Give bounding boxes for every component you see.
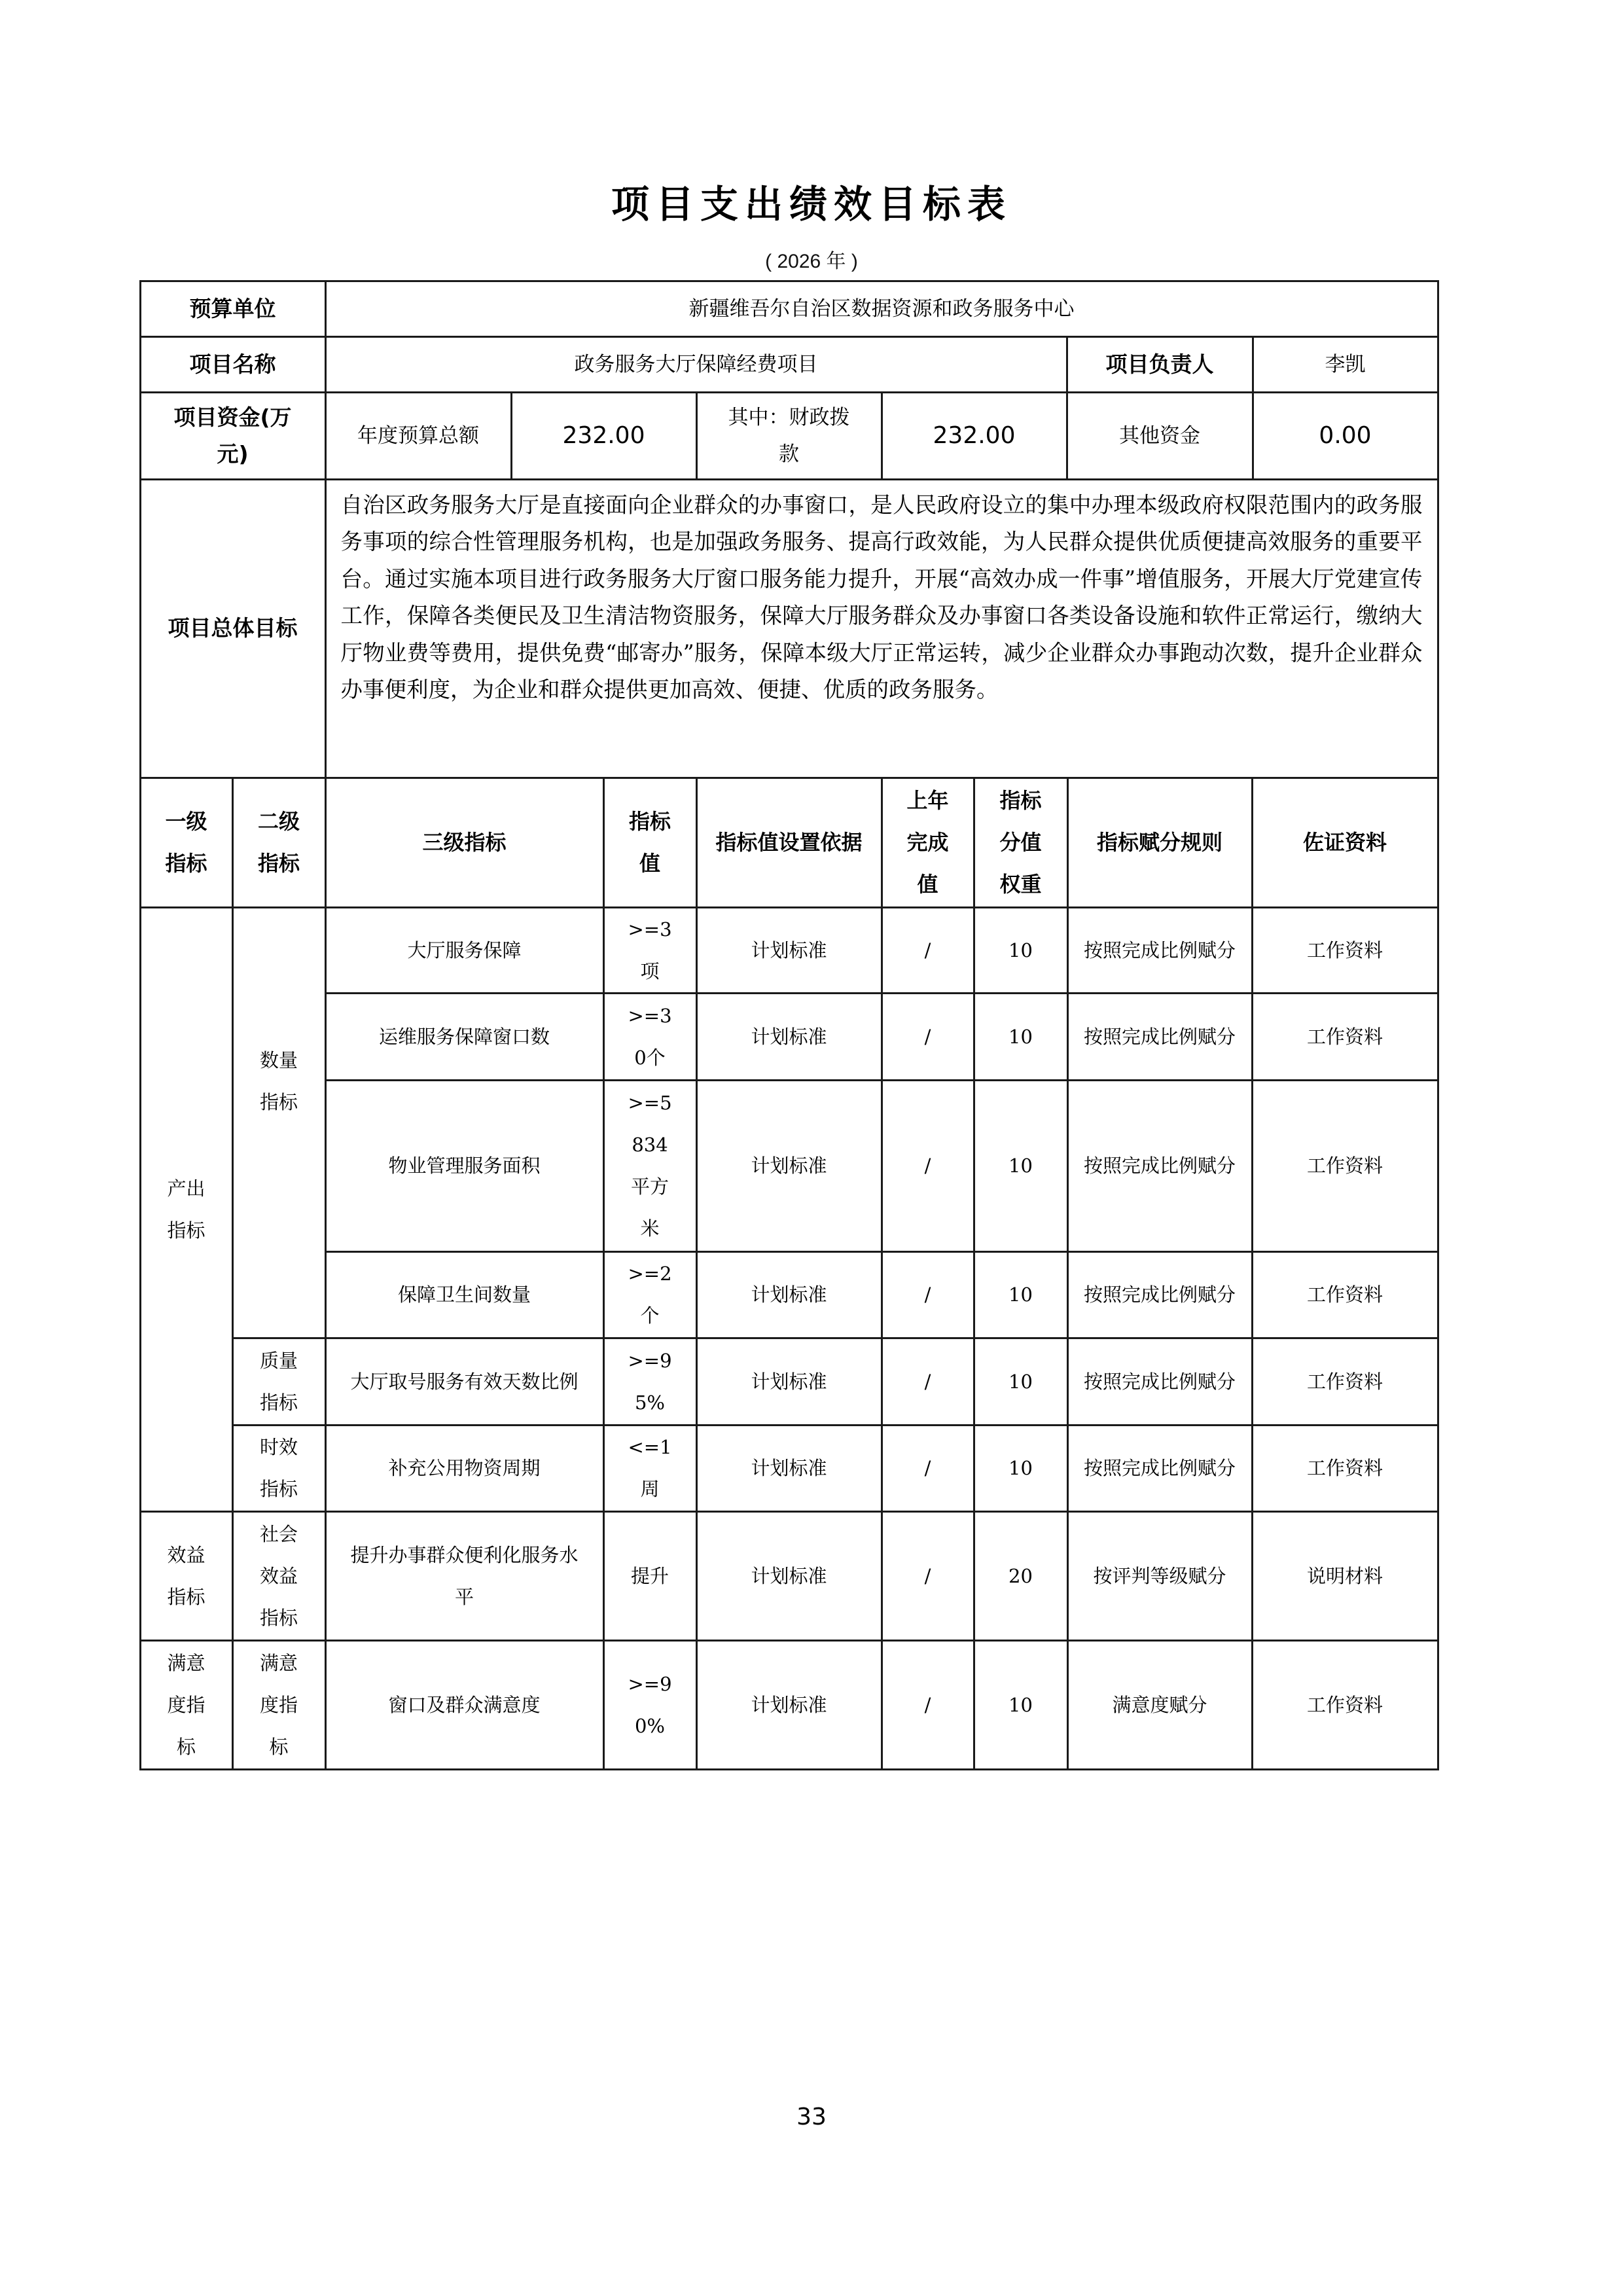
rule-cell xyxy=(1067,906,1253,994)
goal-label-text: 项目总体目标 xyxy=(168,615,298,641)
other-funds-value xyxy=(1252,391,1439,480)
level1-output xyxy=(139,906,234,1513)
evidence-cell xyxy=(1251,992,1439,1081)
basis-cell xyxy=(696,1251,883,1339)
evidence-cell-text: 说明材料 xyxy=(1306,1564,1383,1587)
last-year-cell-text: / xyxy=(924,1564,931,1587)
evidence-cell-text: 工作资料 xyxy=(1306,1283,1383,1306)
annual-total-value xyxy=(510,391,698,480)
col-header-value xyxy=(603,777,698,908)
col-header-evidence xyxy=(1251,777,1439,908)
rule-cell-text: 按照完成比例赋分 xyxy=(1083,1283,1236,1306)
level3-cell-text: 补充公用物资周期 xyxy=(388,1457,541,1479)
value-cell-text: <=1周 xyxy=(628,1436,672,1500)
rule-cell xyxy=(1067,1079,1253,1253)
rule-cell xyxy=(1067,992,1253,1081)
level3-cell xyxy=(325,1337,605,1426)
col-header-level1-text: 一级指标 xyxy=(165,809,207,876)
last-year-cell xyxy=(881,1511,975,1641)
level3-cell-text: 大厅取号服务有效天数比例 xyxy=(350,1370,579,1393)
value-cell-text: 提升 xyxy=(630,1564,669,1587)
basis-cell xyxy=(696,906,883,994)
col-header-weight xyxy=(973,777,1069,908)
level3-cell-text: 物业管理服务面积 xyxy=(388,1155,541,1177)
last-year-cell xyxy=(881,1337,975,1426)
annual-total-label xyxy=(325,391,512,480)
weight-cell-text: 10 xyxy=(1008,1457,1033,1479)
basis-cell xyxy=(696,1511,883,1641)
last-year-cell-text: / xyxy=(924,1283,931,1306)
level2-timeliness-text: 时效指标 xyxy=(259,1436,298,1500)
other-funds-label-text: 其他资金 xyxy=(1119,423,1200,448)
last-year-cell-text: / xyxy=(924,1025,931,1048)
col-header-level1 xyxy=(139,777,234,908)
project-name-value-text: 政务服务大厅保障经费项目 xyxy=(574,352,818,376)
last-year-cell xyxy=(881,1640,975,1770)
last-year-cell-text: / xyxy=(924,1155,931,1177)
evidence-cell xyxy=(1251,1337,1439,1426)
weight-cell-text: 10 xyxy=(1008,1693,1033,1716)
weight-cell-text: 10 xyxy=(1008,1155,1033,1177)
basis-cell-text: 计划标准 xyxy=(751,939,827,961)
annual-total-value-text: 232.00 xyxy=(562,422,645,449)
basis-cell xyxy=(696,1640,883,1770)
other-funds-value-text: 0.00 xyxy=(1319,422,1372,449)
value-cell xyxy=(603,1640,698,1770)
level3-cell xyxy=(325,1424,605,1513)
rule-cell xyxy=(1067,1640,1253,1770)
value-cell xyxy=(603,906,698,994)
basis-cell xyxy=(696,1424,883,1513)
evidence-cell xyxy=(1251,1424,1439,1513)
level3-cell-text: 窗口及群众满意度 xyxy=(388,1693,541,1716)
value-cell xyxy=(603,1079,698,1253)
weight-cell xyxy=(973,1511,1069,1641)
fiscal-label xyxy=(696,391,883,480)
col-header-level3 xyxy=(325,777,605,908)
col-header-evidence-text: 佐证资料 xyxy=(1302,830,1387,855)
value-cell-text: >=3项 xyxy=(628,918,672,982)
level3-cell xyxy=(325,1511,605,1641)
weight-cell-text: 10 xyxy=(1008,1025,1033,1048)
level2-social-benefit xyxy=(232,1511,327,1641)
fiscal-label-text: 其中：财政拨款 xyxy=(728,405,850,466)
level3-cell-text: 保障卫生间数量 xyxy=(397,1283,531,1306)
col-header-rule-text: 指标赋分规则 xyxy=(1096,830,1222,855)
value-cell xyxy=(603,1424,698,1513)
weight-cell xyxy=(973,1251,1069,1339)
value-cell xyxy=(603,992,698,1081)
rule-cell-text: 按照完成比例赋分 xyxy=(1083,1155,1236,1177)
weight-cell xyxy=(973,1337,1069,1426)
rule-cell xyxy=(1067,1251,1253,1339)
leader-value xyxy=(1252,336,1439,393)
other-funds-label xyxy=(1066,391,1254,480)
last-year-cell xyxy=(881,1079,975,1253)
annual-total-label-text: 年度预算总额 xyxy=(357,423,479,448)
leader-label-text: 项目负责人 xyxy=(1105,351,1214,377)
col-header-basis-text: 指标值设置依据 xyxy=(715,830,863,855)
evidence-cell-text: 工作资料 xyxy=(1306,1370,1383,1393)
evidence-cell xyxy=(1251,1251,1439,1339)
value-cell-text: >=95% xyxy=(628,1349,672,1414)
level2-satisfaction xyxy=(232,1640,327,1770)
level1-satisfaction xyxy=(139,1640,234,1770)
rule-cell-text: 按照完成比例赋分 xyxy=(1083,1370,1236,1393)
basis-cell-text: 计划标准 xyxy=(751,1155,827,1177)
budget-unit-label xyxy=(139,280,327,338)
basis-cell-text: 计划标准 xyxy=(751,1693,827,1716)
value-cell xyxy=(603,1511,698,1641)
basis-cell xyxy=(696,1079,883,1253)
level3-cell-text: 运维服务保障窗口数 xyxy=(378,1025,550,1048)
weight-cell xyxy=(973,1079,1069,1253)
value-cell-text: >=5834平方米 xyxy=(628,1092,672,1240)
col-header-value-text: 指标值 xyxy=(628,809,671,876)
project-name-label-text: 项目名称 xyxy=(189,351,276,377)
basis-cell-text: 计划标准 xyxy=(751,1564,827,1587)
evidence-cell xyxy=(1251,1640,1439,1770)
level2-quantity xyxy=(232,906,327,1339)
weight-cell-text: 10 xyxy=(1008,1370,1033,1393)
value-cell xyxy=(603,1337,698,1426)
budget-unit-value xyxy=(325,280,1439,338)
fiscal-value xyxy=(881,391,1068,480)
level3-cell xyxy=(325,1079,605,1253)
evidence-cell xyxy=(1251,906,1439,994)
rule-cell-text: 按照完成比例赋分 xyxy=(1083,939,1236,961)
col-header-rule xyxy=(1067,777,1253,908)
value-cell-text: >=30个 xyxy=(628,1004,672,1069)
rule-cell-text: 满意度赋分 xyxy=(1112,1693,1207,1716)
level1-benefit xyxy=(139,1511,234,1641)
level2-satisfaction-text: 满意度指标 xyxy=(259,1651,298,1758)
weight-cell-text: 20 xyxy=(1008,1564,1033,1587)
basis-cell xyxy=(696,1337,883,1426)
last-year-cell xyxy=(881,1251,975,1339)
funds-label xyxy=(139,391,327,480)
evidence-cell-text: 工作资料 xyxy=(1306,1457,1383,1479)
rule-cell-text: 按照完成比例赋分 xyxy=(1083,1025,1236,1048)
col-header-weight-text: 指标分值权重 xyxy=(999,788,1042,897)
level2-quality xyxy=(232,1337,327,1426)
basis-cell-text: 计划标准 xyxy=(751,1457,827,1479)
last-year-cell xyxy=(881,1424,975,1513)
level3-cell xyxy=(325,1251,605,1339)
weight-cell-text: 10 xyxy=(1008,1283,1033,1306)
last-year-cell xyxy=(881,992,975,1081)
evidence-cell-text: 工作资料 xyxy=(1306,1025,1383,1048)
weight-cell xyxy=(973,1424,1069,1513)
weight-cell xyxy=(973,906,1069,994)
goal-paragraph: 自治区政务服务大厅是直接面向企业群众的办事窗口，是人民政府设立的集中办理本级政府权限范围内的政务服务事项的综合性管理服务机构，也是加强政务服务、提高行政效能，为人民群众提供优质便捷高效服务的重要平台。通过实施本项目进行政务服务大厅窗口服务能力提升，开展“高效办成一件事”增值服务，开展大厅党建宣传工作，保障各类便民及卫生清洁物资服务，保障大厅服务群众及办事窗口各类设备设施和软件正常运行，缴纳大厅物业费等费用，提供免费“邮寄办”服务，保障本级大厅正常运转，减少企业群众办事跑动次数，提升企业群众办事便利度，为企业和群众提供更加高效、便捷、优质的政务服务。 xyxy=(340,492,1423,702)
level1-benefit-text: 效益指标 xyxy=(167,1543,205,1608)
col-header-level2-text: 二级指标 xyxy=(257,809,300,876)
page-title: 项目支出绩效目标表 xyxy=(611,182,1012,226)
basis-cell-text: 计划标准 xyxy=(751,1025,827,1048)
last-year-cell-text: / xyxy=(924,1457,931,1479)
basis-cell-text: 计划标准 xyxy=(751,1370,827,1393)
rule-cell-text: 按评判等级赋分 xyxy=(1093,1564,1226,1587)
rule-cell xyxy=(1067,1337,1253,1426)
level3-cell xyxy=(325,906,605,994)
leader-value-text: 李凯 xyxy=(1325,352,1366,376)
evidence-cell-text: 工作资料 xyxy=(1306,1693,1383,1716)
col-header-basis xyxy=(696,777,883,908)
budget-unit-value-text: 新疆维吾尔自治区数据资源和政务服务中心 xyxy=(688,296,1075,321)
value-cell-text: >=2个 xyxy=(628,1263,672,1327)
level3-cell-text: 提升办事群众便利化服务水平 xyxy=(350,1543,579,1608)
level3-cell xyxy=(325,1640,605,1770)
funds-label-text: 项目资金(万元) xyxy=(173,404,292,467)
rule-cell xyxy=(1067,1511,1253,1641)
page-number: 33 xyxy=(796,2104,827,2130)
value-cell xyxy=(603,1251,698,1339)
level2-quantity-text: 数量指标 xyxy=(259,1049,298,1113)
rule-cell-text: 按照完成比例赋分 xyxy=(1083,1457,1236,1479)
level3-cell xyxy=(325,992,605,1081)
basis-cell xyxy=(696,992,883,1081)
evidence-cell xyxy=(1251,1079,1439,1253)
project-name-value xyxy=(325,336,1068,393)
level2-quality-text: 质量指标 xyxy=(259,1349,298,1414)
level1-satisfaction-text: 满意度指标 xyxy=(167,1651,205,1758)
rule-cell xyxy=(1067,1424,1253,1513)
last-year-cell-text: / xyxy=(924,1370,931,1393)
last-year-cell-text: / xyxy=(924,939,931,961)
weight-cell-text: 10 xyxy=(1008,939,1033,961)
weight-cell xyxy=(973,992,1069,1081)
project-name-label xyxy=(139,336,327,393)
level1-output-text: 产出指标 xyxy=(167,1177,205,1242)
last-year-cell xyxy=(881,906,975,994)
leader-label xyxy=(1066,336,1254,393)
level2-timeliness xyxy=(232,1424,327,1513)
col-header-last-year-text: 上年完成值 xyxy=(906,788,949,897)
fiscal-value-text: 232.00 xyxy=(933,422,1016,449)
col-header-last-year xyxy=(881,777,975,908)
goal-text xyxy=(325,478,1439,779)
level3-cell-text: 大厅服务保障 xyxy=(407,939,522,961)
evidence-cell xyxy=(1251,1511,1439,1641)
col-header-level2 xyxy=(232,777,327,908)
budget-unit-label-text: 预算单位 xyxy=(189,295,276,321)
last-year-cell-text: / xyxy=(924,1693,931,1716)
basis-cell-text: 计划标准 xyxy=(751,1283,827,1306)
value-cell-text: >=90% xyxy=(628,1672,672,1737)
goal-label xyxy=(139,478,327,779)
year-subtitle: ( 2026 年 ) xyxy=(765,251,858,272)
level2-social-benefit-text: 社会效益指标 xyxy=(259,1522,298,1629)
col-header-level3-text: 三级指标 xyxy=(422,830,507,855)
weight-cell xyxy=(973,1640,1069,1770)
evidence-cell-text: 工作资料 xyxy=(1306,1155,1383,1177)
evidence-cell-text: 工作资料 xyxy=(1306,939,1383,961)
